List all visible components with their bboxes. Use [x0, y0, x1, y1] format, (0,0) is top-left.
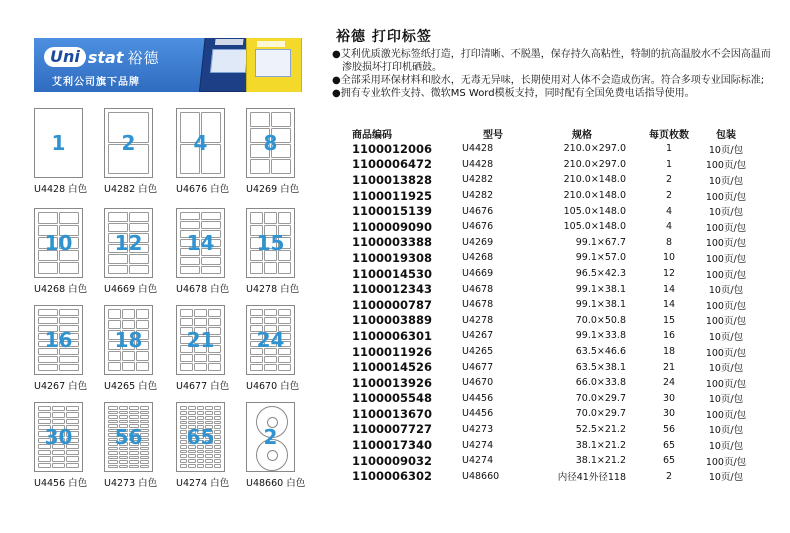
table-row	[340, 141, 754, 157]
thumbnail-caption: U4268 白色	[34, 284, 88, 295]
cell-code: 1100003889	[352, 313, 433, 328]
cell-model: U4677	[462, 361, 494, 373]
cell-count: 21	[662, 361, 676, 373]
label-count: 1	[51, 131, 66, 155]
table-row	[340, 188, 754, 204]
table-row	[340, 344, 754, 360]
cell-count: 8	[665, 236, 673, 248]
cell-code: 1100009090	[352, 219, 433, 234]
cell-pack: 10页/包	[708, 425, 744, 437]
cell-count: 14	[662, 299, 676, 311]
table-row	[340, 406, 754, 422]
header-code: 商品编码	[352, 130, 392, 141]
thumbnail-item	[176, 305, 235, 392]
label-sheet	[246, 402, 295, 472]
cell-spec: 96.5×42.3	[575, 268, 626, 280]
label-sheet	[176, 305, 225, 375]
cell-spec: 105.0×148.0	[563, 221, 626, 233]
product-title: 裕德 打印标签	[336, 29, 432, 45]
cell-code: 1100014530	[352, 266, 433, 281]
label-sheet	[176, 402, 225, 472]
cell-spec: 70.0×29.7	[575, 392, 626, 404]
table-row	[340, 235, 754, 251]
label-sheet	[34, 208, 83, 278]
cell-model: U4267	[462, 330, 494, 342]
cell-model: U4428	[462, 158, 494, 170]
label-count: 15	[256, 231, 285, 255]
cell-model: U4268	[462, 252, 494, 264]
cell-code: 1100005548	[352, 391, 433, 406]
cell-code: 1100006301	[352, 328, 433, 343]
label-sheet	[246, 108, 295, 178]
thumbnail-caption: U48660 白色	[246, 478, 306, 489]
label-sheet	[104, 305, 153, 375]
cell-spec: 38.1×21.2	[575, 439, 626, 451]
cell-count: 10	[662, 252, 676, 264]
cell-count: 14	[662, 283, 676, 295]
cell-code: 1100011926	[352, 344, 433, 359]
cell-pack: 10页/包	[708, 331, 744, 343]
cell-spec: 70.0×29.7	[575, 408, 626, 420]
cell-pack: 10页/包	[708, 144, 744, 156]
cell-model: U4678	[462, 283, 494, 295]
cell-model: U4265	[462, 346, 494, 358]
cell-code: 1100006472	[352, 157, 433, 172]
table-row	[340, 468, 754, 484]
cell-count: 15	[662, 314, 676, 326]
feature-item: ●拥有专业软件支持、微软MS Word模板支持，同时配有全国免费电话指导使用。	[332, 88, 695, 99]
label-count: 21	[186, 328, 215, 352]
cell-count: 56	[662, 423, 676, 435]
label-count: 16	[44, 328, 73, 352]
thumbnail-item	[176, 208, 235, 295]
logo-chinese: 裕德	[127, 48, 160, 67]
cell-count: 2	[665, 190, 673, 202]
cell-pack: 100页/包	[705, 456, 747, 468]
thumbnail-caption: U4678 白色	[176, 284, 230, 295]
thumbnail-item	[34, 305, 93, 392]
cell-model: U48660	[462, 470, 500, 482]
header-model: 型号	[483, 130, 503, 141]
cell-pack: 100页/包	[705, 378, 747, 390]
label-count: 14	[186, 231, 215, 255]
cell-pack: 100页/包	[705, 160, 747, 172]
cell-code: 1100000787	[352, 297, 433, 312]
cell-pack: 10页/包	[708, 175, 744, 187]
cell-pack: 100页/包	[705, 191, 747, 203]
feature-item: ●全部采用环保材料和胶水，无毒无异味，长期使用对人体不会造成伤害。符合多项专业国际标准;	[332, 75, 765, 86]
label-count: 18	[114, 328, 143, 352]
cell-model: U4282	[462, 190, 494, 202]
table-row	[340, 453, 754, 469]
thumbnail-item	[176, 108, 235, 195]
thumbnail-caption: U4677 白色	[176, 381, 230, 392]
cell-pack: 100页/包	[705, 347, 747, 359]
cell-pack: 100页/包	[705, 222, 747, 234]
cell-pack: 100页/包	[705, 316, 747, 328]
label-count: 65	[186, 425, 215, 449]
cell-pack: 10页/包	[708, 441, 744, 453]
cell-model: U4456	[462, 392, 494, 404]
thumbnail-caption: U4676 白色	[176, 184, 230, 195]
label-count: 2	[263, 425, 278, 449]
table-row	[340, 422, 754, 438]
table-row	[340, 172, 754, 188]
label-count: 12	[114, 231, 143, 255]
table-row	[340, 250, 754, 266]
label-count: 56	[114, 425, 143, 449]
cell-count: 2	[665, 470, 673, 482]
cell-code: 1100013926	[352, 375, 433, 390]
cell-model: U4669	[462, 268, 494, 280]
thumbnail-item	[34, 402, 93, 489]
feature-list	[332, 48, 772, 100]
cell-count: 65	[662, 439, 676, 451]
label-count: 30	[44, 425, 73, 449]
cell-spec: 70.0×50.8	[575, 314, 626, 326]
cell-pack: 10页/包	[708, 363, 744, 375]
thumbnail-caption: U4274 白色	[176, 478, 230, 489]
label-sheet	[176, 108, 225, 178]
thumbnail-caption: U4269 白色	[246, 184, 300, 195]
cell-model: U4678	[462, 299, 494, 311]
cell-code: 1100009032	[352, 453, 433, 468]
label-count: 4	[193, 131, 208, 155]
label-sheet	[104, 208, 153, 278]
bullet-icon: ●	[332, 75, 341, 86]
cell-spec: 210.0×297.0	[563, 143, 626, 155]
cell-pack: 100页/包	[705, 300, 747, 312]
brand-banner	[34, 38, 302, 92]
cell-model: U4269	[462, 236, 494, 248]
label-sheet	[176, 208, 225, 278]
thumbnail-item	[34, 108, 93, 195]
table-row	[340, 375, 754, 391]
label-sheet	[246, 208, 295, 278]
label-sheet	[34, 402, 83, 472]
label-sheet	[34, 108, 83, 178]
cell-code: 1100012343	[352, 282, 433, 297]
cell-count: 4	[665, 205, 673, 217]
cell-pack: 10页/包	[708, 207, 744, 219]
cell-count: 1	[665, 143, 673, 155]
cell-model: U4676	[462, 221, 494, 233]
cell-count: 2	[665, 174, 673, 186]
cell-count: 4	[665, 221, 673, 233]
thumbnail-caption: U4282 白色	[104, 184, 158, 195]
table-row	[340, 157, 754, 173]
bullet-icon: ●	[332, 88, 341, 99]
thumbnail-caption: U4273 白色	[104, 478, 158, 489]
cell-spec: 99.1×38.1	[575, 283, 626, 295]
cell-spec: 99.1×67.7	[575, 236, 626, 248]
cell-spec: 内径41外径118	[557, 472, 626, 484]
cell-count: 1	[665, 158, 673, 170]
thumbnail-item	[246, 208, 305, 295]
cell-count: 16	[662, 330, 676, 342]
table-row	[340, 328, 754, 344]
cell-model: U4282	[462, 174, 494, 186]
cell-count: 12	[662, 268, 676, 280]
thumbnail-item	[246, 305, 305, 392]
cell-count: 24	[662, 377, 676, 389]
label-sheet	[246, 305, 295, 375]
cell-pack: 100页/包	[705, 409, 747, 421]
thumbnail-caption: U4456 白色	[34, 478, 88, 489]
header-pack: 包装	[716, 130, 736, 141]
cell-model: U4456	[462, 408, 494, 420]
label-count: 24	[256, 328, 285, 352]
thumbnail-item	[176, 402, 235, 489]
thumbnail-item	[34, 208, 93, 295]
table-row	[340, 313, 754, 329]
cell-spec: 105.0×148.0	[563, 205, 626, 217]
cell-model: U4676	[462, 205, 494, 217]
table-row	[340, 203, 754, 219]
feature-item: ●艾利优质激光标签纸打造，打印清晰、不脱墨，保存持久高粘性，特制的抗高温胶水不会因高温而渗胶损坏打印机硒鼓。	[332, 49, 771, 73]
table-header	[340, 126, 754, 141]
thumbnail-item	[104, 108, 163, 195]
cell-code: 1100017340	[352, 438, 433, 453]
cell-count: 30	[662, 392, 676, 404]
thumbnail-caption: U4670 白色	[246, 381, 300, 392]
package-image-yellow	[246, 38, 302, 92]
thumbnail-item	[104, 305, 163, 392]
table-row	[340, 437, 754, 453]
cell-spec: 210.0×148.0	[563, 190, 626, 202]
cell-model: U4273	[462, 423, 494, 435]
cell-spec: 38.1×21.2	[575, 455, 626, 467]
cell-pack: 10页/包	[708, 394, 744, 406]
cell-spec: 210.0×148.0	[563, 174, 626, 186]
label-sheet	[104, 108, 153, 178]
thumbnail-caption: U4267 白色	[34, 381, 88, 392]
table-row	[340, 219, 754, 235]
cell-model: U4274	[462, 439, 494, 451]
cell-pack: 10页/包	[708, 285, 744, 297]
cell-spec: 99.1×57.0	[575, 252, 626, 264]
cell-code: 1100003388	[352, 235, 433, 250]
logo-uni: Uni	[44, 47, 86, 67]
table-row	[340, 391, 754, 407]
cell-spec: 52.5×21.2	[575, 423, 626, 435]
cell-spec: 99.1×33.8	[575, 330, 626, 342]
cell-spec: 63.5×46.6	[575, 346, 626, 358]
thumbnail-item	[246, 402, 305, 489]
label-count: 8	[263, 131, 278, 155]
cell-spec: 210.0×297.0	[563, 158, 626, 170]
header-count: 每页枚数	[649, 130, 689, 141]
cell-model: U4428	[462, 143, 494, 155]
label-sheet	[34, 305, 83, 375]
cell-code: 1100006302	[352, 469, 433, 484]
cell-spec: 63.5×38.1	[575, 361, 626, 373]
thumbnail-caption: U4265 白色	[104, 381, 158, 392]
cell-spec: 99.1×38.1	[575, 299, 626, 311]
cell-code: 1100019308	[352, 250, 433, 265]
cell-code: 1100007727	[352, 422, 433, 437]
logo-stat: stat	[87, 47, 124, 67]
thumbnail-caption: U4428 白色	[34, 184, 88, 195]
cell-code: 1100011925	[352, 188, 433, 203]
cell-pack: 100页/包	[705, 269, 747, 281]
cell-pack: 100页/包	[705, 238, 747, 250]
thumbnail-caption: U4669 白色	[104, 284, 158, 295]
table-row	[340, 297, 754, 313]
brand-tagline: 艾利公司旗下品牌	[52, 77, 140, 88]
thumbnail-item	[104, 208, 163, 295]
label-count: 2	[121, 131, 136, 155]
unistat-logo	[44, 46, 160, 68]
cell-model: U4670	[462, 377, 494, 389]
label-count: 10	[44, 231, 73, 255]
table-row	[340, 281, 754, 297]
cell-code: 1100013828	[352, 172, 433, 187]
bullet-icon: ●	[332, 49, 341, 60]
cell-pack: 100页/包	[705, 253, 747, 265]
cell-code: 1100012006	[352, 141, 433, 156]
cell-pack: 10页/包	[708, 472, 744, 484]
product-table	[340, 126, 754, 484]
cell-code: 1100014526	[352, 360, 433, 375]
header-spec: 规格	[572, 130, 592, 141]
cell-count: 30	[662, 408, 676, 420]
cell-model: U4278	[462, 314, 494, 326]
cell-code: 1100013670	[352, 406, 433, 421]
cell-model: U4274	[462, 455, 494, 467]
thumbnail-item	[246, 108, 305, 195]
cell-count: 18	[662, 346, 676, 358]
cell-code: 1100015139	[352, 204, 433, 219]
cell-count: 65	[662, 455, 676, 467]
table-row	[340, 359, 754, 375]
thumbnail-caption: U4278 白色	[246, 284, 300, 295]
table-row	[340, 266, 754, 282]
label-sheet	[104, 402, 153, 472]
thumbnail-item	[104, 402, 163, 489]
cell-spec: 66.0×33.8	[575, 377, 626, 389]
